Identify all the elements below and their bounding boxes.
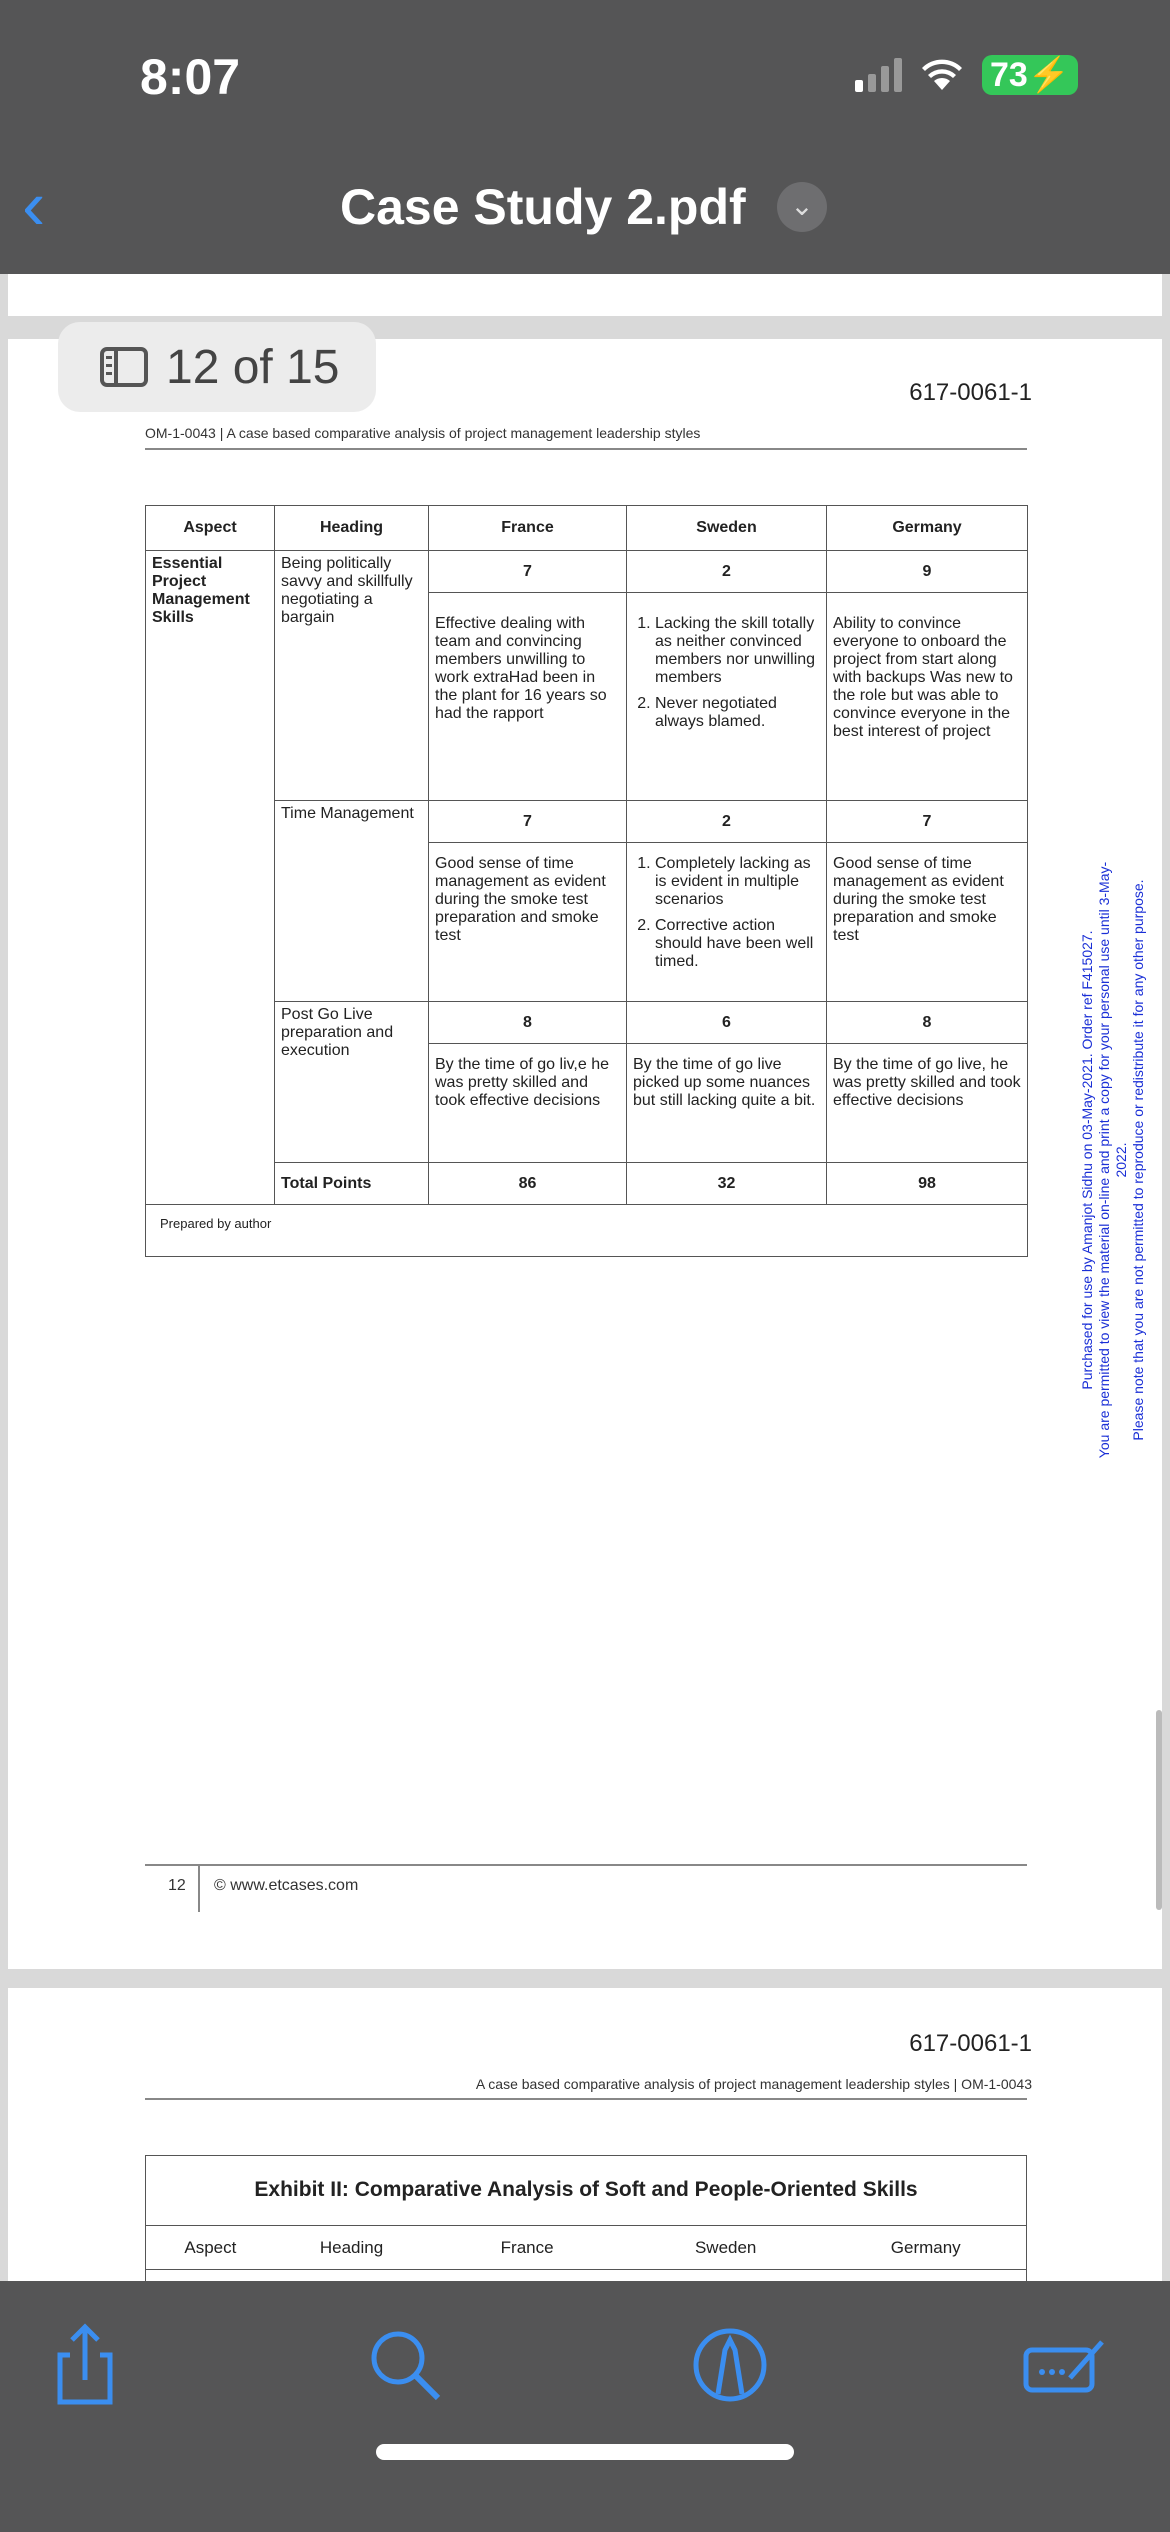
share-icon[interactable]: [40, 2320, 130, 2410]
heading-cell: Post Go Live preparation and execution: [275, 1002, 429, 1163]
page-count: 12 of 15: [166, 340, 340, 394]
total-sweden: 32: [627, 1163, 827, 1205]
table-row: [146, 1002, 1028, 1044]
wifi-icon: [920, 58, 964, 92]
desc-france: By the time of go liv,e he was pretty skilled and took effective decisions: [429, 1044, 627, 1163]
col-sweden: Sweden: [694, 2238, 757, 2257]
document-title: Case Study 2.pdf: [340, 179, 746, 235]
desc-germany: Ability to convince everyone to onboard the project from start along with backups Was new to the role but was able to convince everyone in the best interest of project: [827, 593, 1028, 801]
battery-level: 73: [990, 56, 1028, 94]
license-watermark: [1079, 850, 1147, 1470]
col-france: France: [500, 2238, 554, 2257]
title-menu-chevron-icon[interactable]: ⌄: [777, 182, 827, 232]
list-item: 1. Lacking the skill totally as neither convinced members nor unwilling members: [655, 615, 820, 687]
markup-icon[interactable]: [685, 2320, 775, 2410]
desc-france: Effective dealing with team and convincing members unwilling to work extraHad been in the plant for 16 years so had the rapport: [429, 593, 627, 801]
total-label: Total Points: [275, 1163, 429, 1205]
source-row: [146, 1205, 1028, 1257]
list-item: 2. Never negotiated always blamed.: [655, 695, 820, 731]
desc-france: Good sense of time management as evident during the smoke test preparation and smoke test: [429, 843, 627, 1002]
heading-cell: Being politically savvy and skillfully negotiating a bargain: [275, 551, 429, 801]
footer-site: © www.etcases.com: [214, 1877, 359, 1894]
total-germany: 98: [827, 1163, 1028, 1205]
col-aspect: Aspect: [146, 506, 275, 551]
exhibit-title: Exhibit II: Comparative Analysis of Soft and People-Oriented Skills: [146, 2156, 1026, 2226]
watermark-line: Please note that you are not permitted to reproduce or redistribute it for any other purpose.: [1130, 879, 1146, 1441]
col-aspect: Aspect: [184, 2238, 237, 2257]
scrollbar[interactable]: [1156, 1710, 1162, 1910]
desc-germany: By the time of go live, he was pretty skilled and took effective decisions: [827, 1044, 1028, 1163]
desc-germany: Good sense of time management as evident during the smoke test preparation and smoke test: [827, 843, 1028, 1002]
total-row: [146, 1163, 1028, 1205]
desc-sweden: [627, 843, 827, 1002]
pdf-page-12: [8, 339, 1162, 1969]
keyboard-signature-icon[interactable]: [1020, 2320, 1110, 2410]
comparison-table: [145, 505, 1028, 1257]
col-heading: Heading: [319, 2238, 384, 2257]
score-france: 7: [429, 801, 627, 843]
charging-icon: ⚡: [1027, 56, 1071, 94]
col-heading: Heading: [275, 506, 429, 551]
table-source: Prepared by author: [146, 1205, 1028, 1257]
heading-cell: Time Management: [275, 801, 429, 1002]
header-rule: [145, 448, 1027, 450]
desc-sweden: [627, 593, 827, 801]
running-header: A case based comparative analysis of project management leadership styles | OM-1-0043: [475, 2076, 1032, 2092]
score-sweden: 2: [627, 801, 827, 843]
col-germany: Germany: [827, 506, 1028, 551]
col-france: France: [429, 506, 627, 551]
watermark-line: You are permitted to view the material on-line and print a copy for your personal use until 3-May-2022.: [1096, 861, 1129, 1459]
aspect-cell: Essential Project Management Skills: [146, 551, 275, 1163]
score-sweden: 6: [627, 1002, 827, 1044]
header-rule: [145, 2098, 1027, 2100]
doc-id: 617-0061-1: [909, 2030, 1032, 2057]
battery-indicator: [982, 55, 1078, 95]
table-row: [146, 551, 1028, 593]
desc-sweden: By the time of go live picked up some nuances but still lacking quite a bit.: [627, 1044, 827, 1163]
doc-id: 617-0061-1: [909, 379, 1032, 406]
score-france: 8: [429, 1002, 627, 1044]
back-button[interactable]: ‹: [22, 166, 46, 244]
page-indicator[interactable]: [58, 322, 376, 412]
score-france: 7: [429, 551, 627, 593]
col-germany: Germany: [890, 2238, 961, 2257]
list-item: 2. Corrective action should have been well timed.: [655, 917, 820, 971]
status-time: 8:07: [140, 49, 241, 105]
pdf-page-13: [8, 1988, 1162, 2288]
table-row: [146, 801, 1028, 843]
previous-page: [8, 274, 1162, 316]
bottom-toolbar: [0, 2281, 1170, 2532]
score-germany: 7: [827, 801, 1028, 843]
total-france: 86: [429, 1163, 627, 1205]
footer-divider: [198, 1864, 200, 1912]
col-sweden: Sweden: [627, 506, 827, 551]
status-icons: [855, 55, 1078, 95]
watermark-line: Purchased for use by Amanjot Sidhu on 03-May-2021. Order ref F415027.: [1079, 930, 1095, 1390]
sidebar-icon: [100, 347, 148, 387]
cellular-signal-icon: [855, 58, 902, 92]
score-sweden: 2: [627, 551, 827, 593]
table-header-row: [146, 506, 1028, 551]
search-icon[interactable]: [360, 2320, 450, 2410]
footer-rule: [145, 1864, 1027, 1866]
score-germany: 9: [827, 551, 1028, 593]
footer-page-number: 12: [168, 1877, 186, 1894]
running-header: OM-1-0043 | A case based comparative analysis of project management leadership styles: [145, 425, 701, 441]
home-indicator[interactable]: [376, 2444, 794, 2460]
list-item: 1. Completely lacking as is evident in multiple scenarios: [655, 855, 820, 909]
score-germany: 8: [827, 1002, 1028, 1044]
